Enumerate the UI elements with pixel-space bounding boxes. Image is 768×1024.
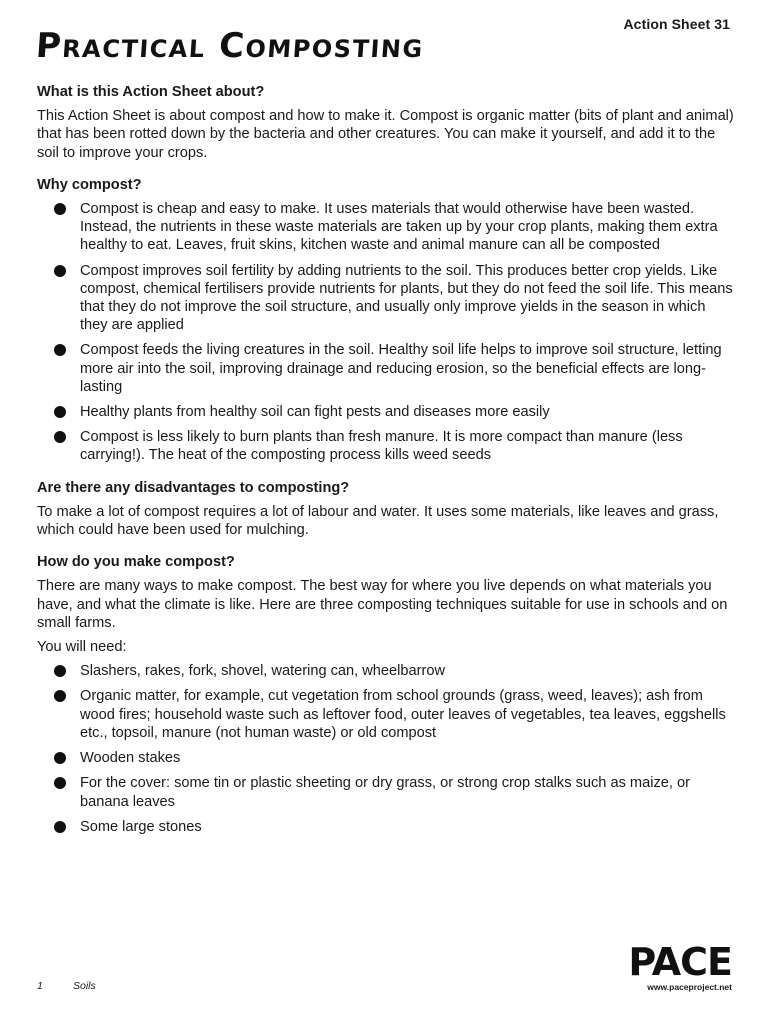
section-about — [37, 83, 737, 162]
list-item-text: Compost is cheap and easy to make. It uses materials that would otherwise have been wasted. Instead, the nutrients in these waste materials are taken up by your crop plants, making them extra healthy to eat. Leaves, fruit skins, kitchen waste and animal manure can all be composted — [80, 201, 718, 254]
list-item — [80, 200, 737, 255]
list-item — [80, 774, 737, 810]
bullet-icon — [54, 344, 66, 356]
logo-url: www.paceproject.net — [647, 982, 732, 992]
section-how — [37, 553, 737, 836]
section-why — [37, 176, 737, 465]
list-item — [80, 749, 737, 767]
section-heading: How do you make compost? — [37, 554, 235, 571]
page-title: Practical Composting — [34, 26, 426, 66]
list-item-text: Wooden stakes — [80, 750, 181, 767]
section-paragraph: To make a lot of compost requires a lot of labour and water. It uses some materials, like leaves and grass, which could have been used for mulching. — [37, 503, 719, 539]
list-item-text: Compost feeds the living creatures in the soil. Healthy soil life helps to improve soil structure, letting more air into the soil, improving drainage and reducing erosion, so the beneficial effects are long-lasting — [80, 342, 722, 395]
list-item — [80, 687, 737, 742]
document-body — [37, 83, 737, 850]
bullet-icon — [54, 690, 66, 702]
list-item — [80, 341, 737, 396]
bullet-icon — [54, 265, 66, 277]
list-item-text: Slashers, rakes, fork, shovel, watering can, wheelbarrow — [80, 663, 446, 680]
section-heading: What is this Action Sheet about? — [37, 84, 265, 100]
bullet-icon — [54, 752, 66, 764]
you-will-need-label: You will need: — [37, 639, 127, 656]
bullet-icon — [54, 777, 66, 789]
list-item — [80, 403, 737, 421]
logo-wordmark: PACE — [628, 940, 732, 984]
section-heading: Are there any disadvantages to composting? — [37, 479, 350, 496]
bullet-icon — [54, 821, 66, 833]
pace-logo — [628, 940, 732, 992]
list-item — [80, 262, 737, 335]
bullet-list — [37, 662, 737, 836]
page-number: 1 — [37, 980, 43, 992]
footer-section-name: Soils — [73, 980, 96, 992]
bullet-icon — [54, 406, 66, 418]
bullet-icon — [54, 665, 66, 677]
action-sheet-label: Action Sheet 31 — [623, 16, 730, 32]
section-heading: Why compost? — [37, 176, 142, 193]
bullet-icon — [54, 431, 66, 443]
list-item — [80, 662, 737, 680]
bullet-list — [37, 200, 737, 465]
bullet-icon — [54, 203, 66, 215]
list-item-text: Healthy plants from healthy soil can fight pests and diseases more easily — [80, 404, 550, 421]
list-item — [80, 428, 737, 464]
section-paragraph: This Action Sheet is about compost and how to make it. Compost is organic matter (bits of plant and animal) that has been rotted down by the bacteria and other creatures. You can make it yourself, and add it to the soil to improve your crops. — [37, 108, 734, 161]
list-item-text: Compost is less likely to burn plants than fresh manure. It is more compact than manure (less carrying!). The heat of the composting process kills weed seeds — [80, 429, 683, 464]
list-item-text: Some large stones — [80, 818, 202, 835]
section-disadvantages — [37, 479, 737, 540]
section-paragraph: There are many ways to make compost. The best way for where you live depends on what materials you have, and what the climate is like. Here are three composting techniques suitable for use in schools and on small farms. — [37, 578, 728, 631]
list-item — [80, 818, 737, 836]
list-item-text: Compost improves soil fertility by adding nutrients to the soil. This produces better crop yields. Like compost, chemical fertilisers provide nutrients for plants, but they do not feed the soil life. This means that they do not improve the soil structure, and usually only improve yields in the season in which they are applied — [80, 262, 733, 334]
list-item-text: For the cover: some tin or plastic sheeting or dry grass, or strong crop stalks such as maize, or banana leaves — [80, 775, 690, 810]
list-item-text: Organic matter, for example, cut vegetation from school grounds (grass, weed, leaves); ash from wood fires; household waste such as leftover food, outer leaves of vegetables, tea leaves, eggshells etc., topsoil, manure (not human waste) or old compost — [80, 688, 726, 741]
